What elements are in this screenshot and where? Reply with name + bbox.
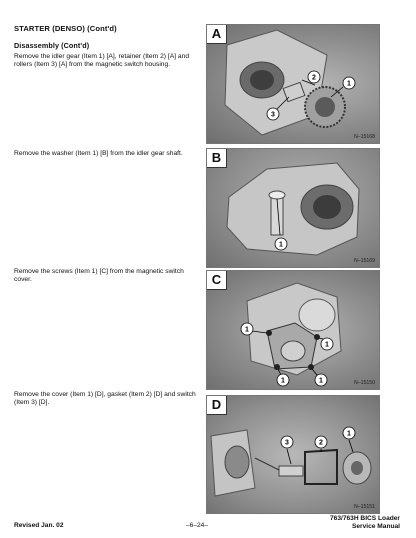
figure-code: N–15168 [353,134,375,140]
svg-text:1: 1 [325,341,329,349]
svg-text:2: 2 [312,74,316,82]
figure-d-illustration [207,396,379,513]
figure-b-photo [206,148,380,268]
step-text: Remove the idler gear (Item 1) [A], retainer (Item 2) [A] and rollers (Item 3) [A] from the magnetic switch housing. [14,53,190,69]
svg-text:3: 3 [285,439,289,447]
footer-model: 763/763H BICS Loader [330,515,400,522]
step-text: Remove the cover (Item 1) [D], gasket (Item 2) [D] and switch (Item 3) [D]. [14,391,196,407]
figure-code: N–15169 [353,258,375,264]
svg-text:1: 1 [319,377,323,385]
step-text: Remove the washer (Item 1) [B] from the idler gear shaft. [14,150,183,157]
figure-code: N–15151 [353,504,375,510]
figure-c-illustration [207,271,379,389]
callout [308,71,320,83]
step-text: Remove the screws (Item 1) [C] from the magnetic switch cover. [14,268,184,284]
callout [281,436,293,448]
figure-a-photo [206,24,380,144]
svg-text:1: 1 [347,430,351,438]
figure-letter: A [207,25,227,44]
figure-c-photo [206,270,380,390]
svg-text:2: 2 [319,439,323,447]
svg-text:1: 1 [279,241,283,249]
subsection-title: Disassembly (Cont'd) [14,41,90,50]
callout [315,374,327,386]
figure-a-illustration [207,25,379,143]
callout [277,374,289,386]
svg-text:1: 1 [347,80,351,88]
callout [315,436,327,448]
svg-text:3: 3 [271,111,275,119]
figure-d-photo [206,395,380,514]
callout [275,238,287,250]
figure-letter: B [207,149,227,168]
svg-text:1: 1 [281,377,285,385]
figure-b-illustration [207,149,379,267]
callout [343,77,355,89]
footer-manual: Service Manual [351,523,400,530]
svg-text:1: 1 [245,326,249,334]
figure-letter: C [207,271,227,290]
page-number: –6–24– [186,522,209,529]
figure-letter: D [207,396,227,415]
callout [241,323,253,335]
section-title: STARTER (DENSO) (Cont'd) [14,24,117,33]
callout [321,338,333,350]
footer-revision: Revised Jan. 02 [14,522,64,529]
callout [267,108,279,120]
callout [343,427,355,439]
figure-code: N–15150 [353,380,375,386]
